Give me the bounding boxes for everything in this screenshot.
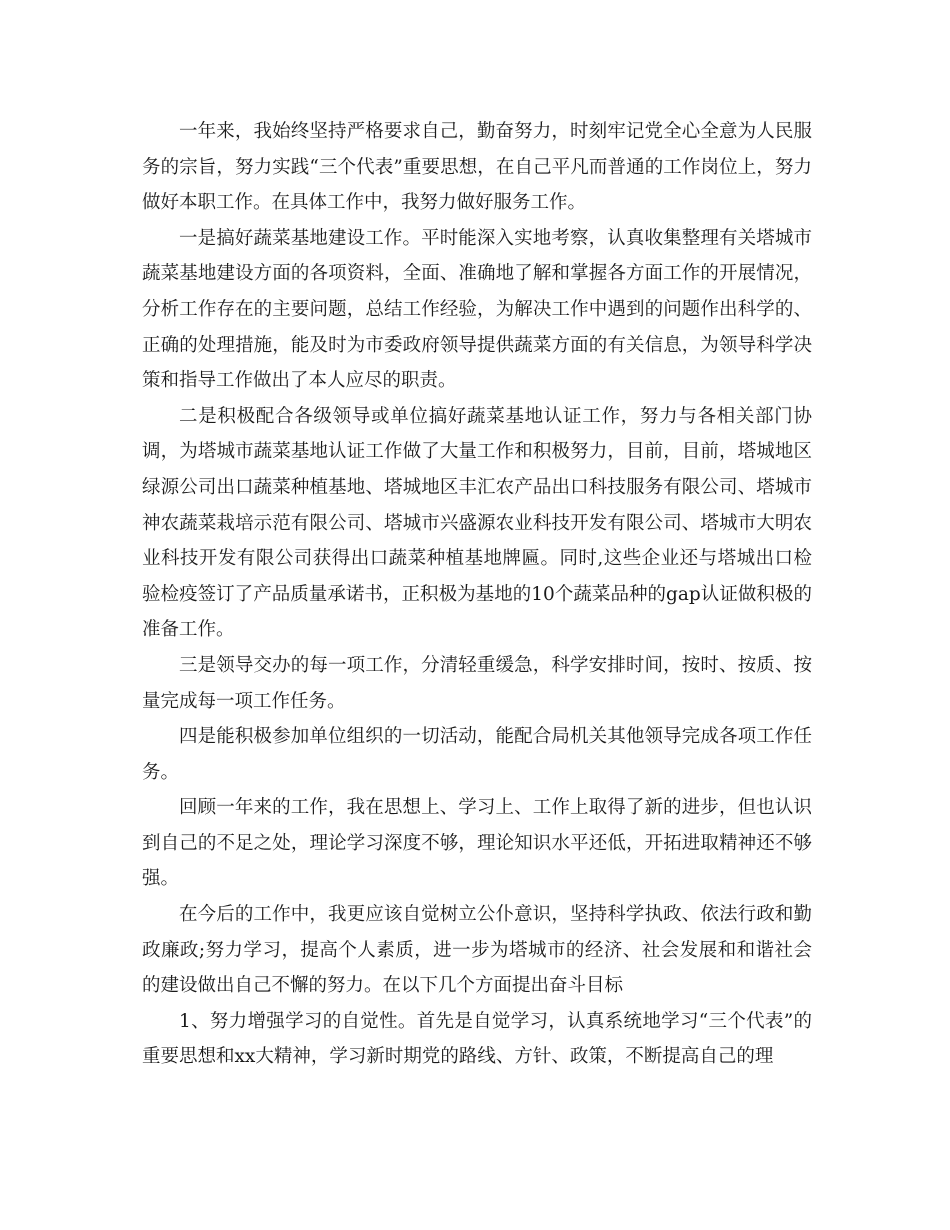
paragraph-intro: 一年来，我始终坚持严格要求自己，勤奋努力，时刻牢记党全心全意为人民服务的宗旨，努力实践“三个代表”重要思想，在自己平凡而普通的工作岗位上，努力做好本职工作。在具体工作中，我努力做好服务工作。: [142, 121, 812, 214]
paragraph-review: 回顾一年来的工作，我在思想上、学习上、工作上取得了新的进步，但也认识到自己的不足之处，理论学习深度不够，理论知识水平还低，开拓进取精神还不够强。: [142, 797, 812, 890]
paragraph-certification: 二是积极配合各级领导或单位搞好蔬菜基地认证工作，努力与各相关部门协调，为塔城市蔬菜基地认证工作做了大量工作和积极努力，目前，目前，塔城地区绿源公司出口蔬菜种植基地、塔城地区丰汇农产品出口科技服务有限公司、塔城市神农蔬菜栽培示范有限公司、塔城市兴盛源农业科技开发有限公司、塔城市大明农业科技开发有限公司获得出口蔬菜种植基地牌匾。同时,这些企业还与塔城出口检验检疫签订了产品质量承诺书，正积极为基地的10个蔬菜品种的gap认证做积极的准备工作。: [142, 405, 812, 641]
paragraph-vegetable-base: 一是搞好蔬菜基地建设工作。平时能深入实地考察，认真收集整理有关塔城市蔬菜基地建设方面的各项资料，全面、准确地了解和掌握各方面工作的开展情况，分析工作存在的主要问题，总结工作经验，为解决工作中遇到的问题作出科学的、正确的处理措施，能及时为市委政府领导提供蔬菜方面的有关信息，为领导科学决策和指导工作做出了本人应尽的职责。: [142, 227, 812, 392]
paragraph-goal-1: 1、努力增强学习的自觉性。首先是自觉学习，认真系统地学习“三个代表”的重要思想和xx大精神，学习新时期党的路线、方针、政策，不断提高自己的理: [142, 1010, 812, 1068]
paragraph-future: 在今后的工作中，我更应该自觉树立公仆意识，坚持科学执政、依法行政和勤政廉政;努力学习，提高个人素质，进一步为塔城市的经济、社会发展和和谐社会的建设做出自己不懈的努力。在以下几个方面提出奋斗目标: [142, 904, 812, 997]
paragraph-assigned-tasks: 三是领导交办的每一项工作，分清轻重缓急，科学安排时间，按时、按质、按量完成每一项工作任务。: [142, 654, 812, 712]
document-body: [142, 114, 812, 1075]
paragraph-activities: 四是能积极参加单位组织的一切活动，能配合局机关其他领导完成各项工作任务。: [142, 726, 812, 783]
